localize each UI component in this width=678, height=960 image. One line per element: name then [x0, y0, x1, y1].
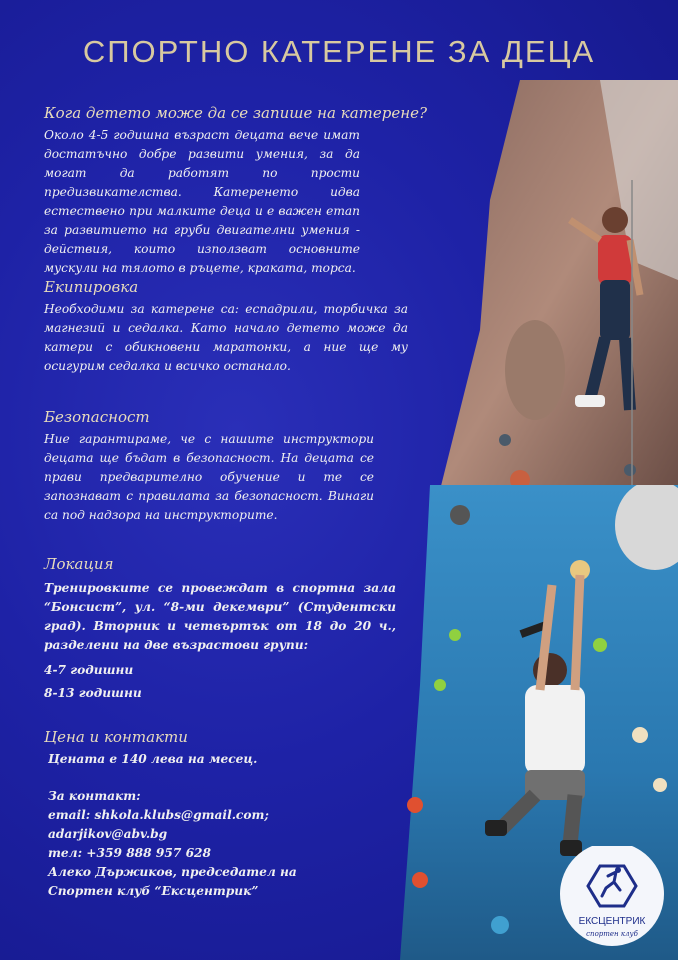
contact-email-1: email: shkola.klubs@gmail.com; [48, 808, 269, 822]
section-equipment-text: Необходими за катерене са: еспадрили, торбичка за магнезий и седалка. Като начало детето може да катери с обикновени маратонки, а ние ще му осигурим седалка и всичко останало. [44, 302, 408, 373]
contact-person: Алеко Държиков, председател на [48, 865, 297, 879]
contact-label: За контакт: [48, 789, 141, 803]
price-text: Цената е 140 лева на месец. [48, 752, 258, 766]
section-location-text: Тренировките се провеждат в спортна зала “Бонсист”, ул. “8-ми декември” (Студентски град). Вторник и четвъртък от 18 до 20 ч., разделени на две възрастови групи: 4-7 годишни 8-13 годишни [44, 579, 396, 703]
logo-sub: спортен клуб [586, 930, 638, 938]
contact-club: Спортен клуб “Ексцентрик” [48, 884, 259, 898]
section-when-text: Около 4-5 годишна възраст децата вече имат достатъчно добре развити умения, за да могат да работят по прости предизвикателства. Катеренето идва естествено при малките деца и е важен етап за развитието на груби двигателни умения - действия, които използват основните мускули на тялото в ръцете, краката, торса. [44, 128, 360, 275]
section-price-title: Цена и контакти [44, 728, 188, 746]
age-group-2: 8-13 годишни [44, 686, 142, 700]
contact-phone: тел: +359 888 957 628 [48, 846, 212, 860]
age-group-1: 4-7 годишни [44, 663, 134, 677]
section-when-title: Кога детето може да се запише на катерене? [44, 104, 428, 122]
section-location-title: Локация [44, 555, 114, 573]
photo-girl-climbing [400, 80, 678, 490]
section-safety-title: Безопасност [44, 408, 150, 426]
section-safety-text: Ние гарантираме, че с нашите инструктори децата ще бъдат в безопасност. На децата се прави предварително обучение и те се запознават с правилата за безопасност. Винаги са под надзора на инструкторите. [44, 432, 374, 522]
poster-title: СПОРТНО КАТЕРЕНЕ ЗА ДЕЦА [82, 34, 596, 69]
contact-email-2: adarjikov@abv.bg [48, 827, 168, 841]
club-logo [556, 846, 668, 946]
section-price-text [48, 750, 378, 901]
section-equipment-title: Екипировка [44, 278, 139, 296]
logo-name: ЕКСЦЕНТРИК [578, 916, 646, 927]
